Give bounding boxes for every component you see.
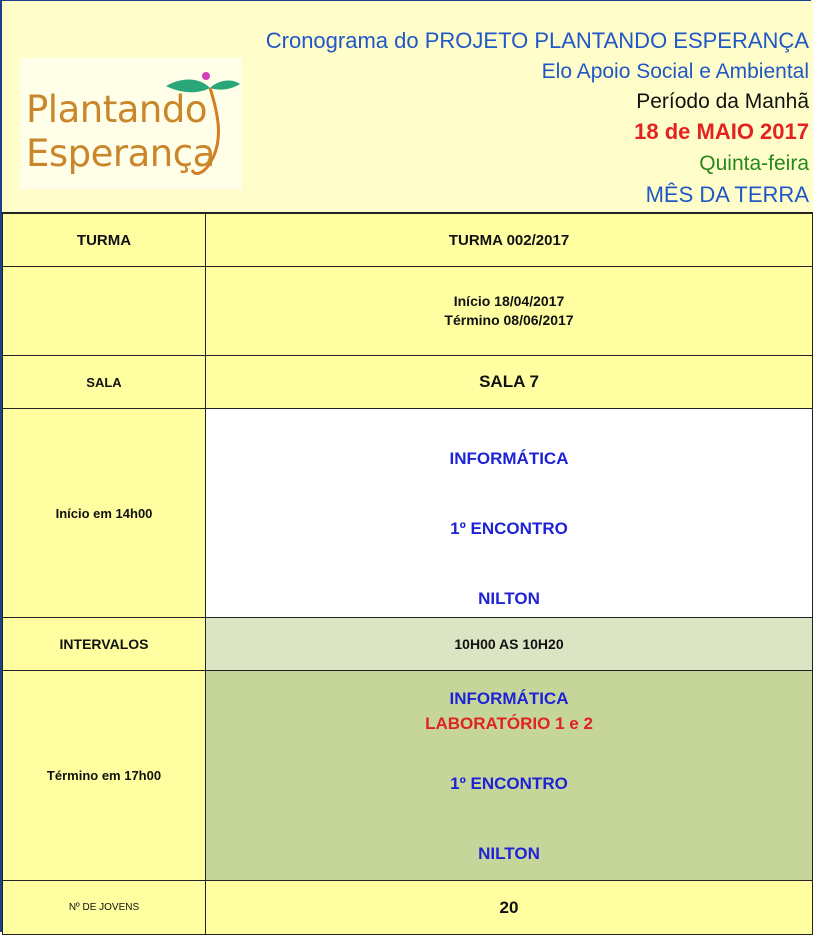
table-row-sala bbox=[3, 356, 813, 409]
table-row-inicio bbox=[3, 409, 813, 618]
intervalos-label: INTERVALOS bbox=[3, 618, 206, 671]
schedule-date: 18 de MAIO 2017 bbox=[634, 119, 809, 144]
sala-value: SALA 7 bbox=[206, 356, 813, 409]
project-logo bbox=[20, 58, 242, 189]
month-theme: MÊS DA TERRA bbox=[645, 182, 809, 207]
session1-cell bbox=[206, 409, 813, 618]
datas-label-cell bbox=[3, 267, 206, 356]
session1-subject: INFORMÁTICA bbox=[449, 449, 569, 468]
jovens-label: Nº DE JOVENS bbox=[3, 881, 206, 935]
weekday-label: Quinta-feira bbox=[699, 152, 809, 175]
logo-word-esperanca: Esperança bbox=[26, 132, 215, 175]
termino-label: Término em 17h00 bbox=[3, 671, 206, 881]
period-label: Período da Manhã bbox=[636, 90, 809, 113]
session2-cell bbox=[206, 671, 813, 881]
table-row-intervalos bbox=[3, 618, 813, 671]
table-row-jovens bbox=[3, 881, 813, 935]
session2-subject: INFORMÁTICA bbox=[449, 689, 569, 708]
logo-word-plantando: Plantando bbox=[26, 88, 207, 131]
table-row-datas bbox=[3, 267, 813, 356]
header bbox=[2, 1, 813, 213]
jovens-value: 20 bbox=[206, 881, 813, 935]
table-row-turma bbox=[3, 214, 813, 267]
inicio-date: Início 18/04/2017 bbox=[453, 293, 565, 310]
schedule-table bbox=[2, 213, 813, 935]
session2-meeting: 1º ENCONTRO bbox=[450, 774, 568, 793]
organization-name: Elo Apoio Social e Ambiental bbox=[541, 60, 809, 83]
turma-label: TURMA bbox=[3, 214, 206, 267]
table-row-termino bbox=[3, 671, 813, 881]
schedule-title: Cronograma do PROJETO PLANTANDO ESPERANÇA bbox=[265, 28, 809, 53]
termino-date: Término 08/06/2017 bbox=[444, 312, 574, 328]
session2-lab: LABORATÓRIO 1 e 2 bbox=[425, 714, 593, 733]
session1-teacher: NILTON bbox=[478, 589, 540, 608]
session1-meeting: 1º ENCONTRO bbox=[450, 519, 568, 538]
intervalos-value: 10H00 AS 10H20 bbox=[206, 618, 813, 671]
session2-teacher: NILTON bbox=[478, 844, 540, 863]
datas-cell bbox=[206, 267, 813, 356]
inicio-label: Início em 14h00 bbox=[3, 409, 206, 618]
sala-label: SALA bbox=[3, 356, 206, 409]
turma-value: TURMA 002/2017 bbox=[206, 214, 813, 267]
